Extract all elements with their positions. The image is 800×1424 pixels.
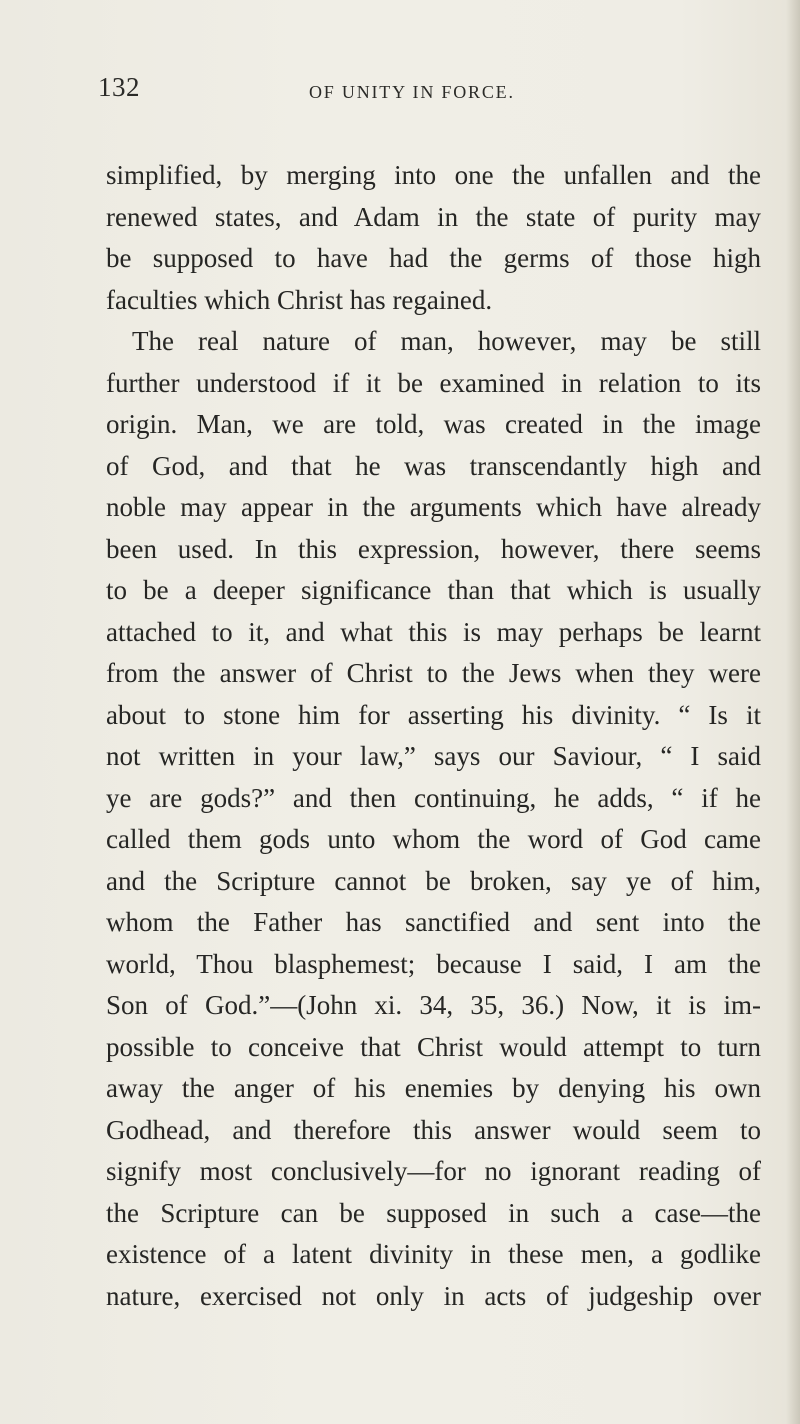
text-line: faculties which Christ has regained. xyxy=(106,284,493,315)
text-line: existence of a latent divinity in these men, a godlike xyxy=(106,1239,761,1269)
text-line: ye are gods?” and then continuing, he adds, “ if he xyxy=(106,782,761,813)
text-line: world, Thou blasphemest; because I said, I am the xyxy=(106,948,761,979)
text-line: about to stone him for asserting his divinity. “ Is it xyxy=(106,699,761,730)
text-line: away the anger of his enemies by denying his own xyxy=(106,1073,761,1103)
text-line: be supposed to have had the germs of those high xyxy=(106,243,761,273)
text-line: Son of God.”—(John xi. 34, 35, 36.) Now, it is im- xyxy=(106,990,761,1020)
text-line: simplified, by merging into one the unfallen and the xyxy=(106,160,761,190)
running-head: OF UNITY IN FORCE. xyxy=(309,82,515,102)
text-line: and the Scripture cannot be broken, say ye of him, xyxy=(106,865,761,896)
text-line: called them gods unto whom the word of God came xyxy=(106,824,761,854)
body-text xyxy=(106,155,761,1317)
text-line: not written in your law,” says our Saviour, “ I said xyxy=(106,741,761,771)
text-line: attached to it, and what this is may perhaps be learnt xyxy=(106,616,761,647)
page-edge-shadow xyxy=(786,0,800,1424)
text-line: of God, and that he was transcendantly high and xyxy=(106,450,761,481)
text-line: from the answer of Christ to the Jews when they were xyxy=(106,658,761,688)
text-line: further understood if it be examined in relation to its xyxy=(106,367,761,398)
text-line: signify most conclusively—for no ignorant reading of xyxy=(106,1156,761,1186)
text-line: Godhead, and therefore this answer would seem to xyxy=(106,1114,761,1145)
page-number: 132 xyxy=(98,72,140,102)
text-line: possible to conceive that Christ would attempt to turn xyxy=(106,1031,761,1062)
text-line: noble may appear in the arguments which have already xyxy=(106,492,761,522)
text-line: the Scripture can be supposed in such a case—the xyxy=(106,1197,761,1228)
text-line: been used. In this expression, however, there seems xyxy=(106,533,761,564)
text-line: renewed states, and Adam in the state of purity may xyxy=(106,201,761,232)
text-line: nature, exercised not only in acts of judgeship over xyxy=(106,1280,761,1311)
text-line: The real nature of man, however, may be still xyxy=(132,326,761,356)
text-line: to be a deeper significance than that which is usually xyxy=(106,575,761,605)
page-header xyxy=(98,72,758,118)
text-line: origin. Man, we are told, was created in the image xyxy=(106,409,761,439)
text-line: whom the Father has sanctified and sent into the xyxy=(106,907,761,937)
